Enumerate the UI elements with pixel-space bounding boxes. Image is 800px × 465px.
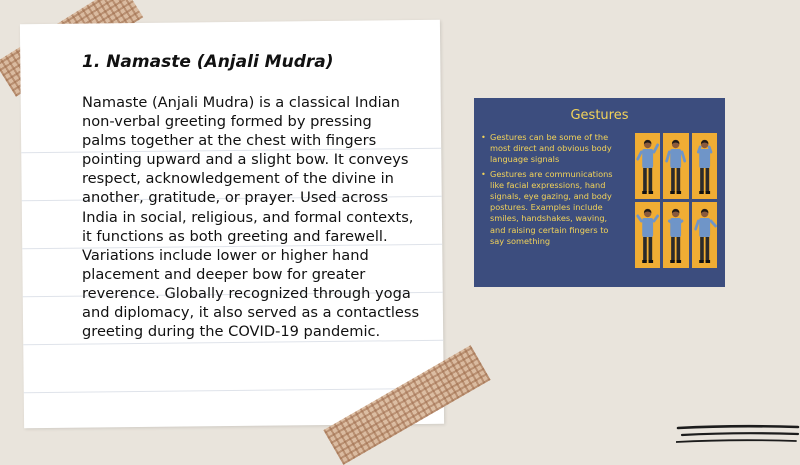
gesture-photo [692, 202, 717, 268]
body-text [82, 93, 427, 341]
body-line: non-verbal greeting formed by pressing [82, 113, 372, 131]
gesture-photo [692, 133, 717, 199]
slide-bullet-list [481, 132, 631, 250]
body-line: another, gratitude, or prayer. Used across [82, 189, 389, 207]
slide-bullet-line: like facial expressions, hand [490, 179, 606, 190]
decorative-brush-lines [676, 420, 800, 446]
gesture-photo-grid [635, 133, 717, 268]
slide-bullet-line: smiles, handshakes, waving, [490, 213, 608, 224]
body-line: reverence. Globally recognized through yoga [82, 284, 411, 302]
body-line: and diplomacy, it also served as a contactless [82, 304, 420, 322]
slide-bullet-line: most direct and obvious body [490, 143, 612, 154]
body-line: it functions as both greeting and farewell. [82, 227, 388, 245]
gesture-photo [663, 202, 688, 268]
paper-rule [24, 388, 444, 393]
slide-bullet-line: • Gestures can be some of the [490, 132, 609, 142]
gestures-slide-image [474, 98, 725, 287]
slide-bullet [481, 132, 631, 166]
body-line: respect, acknowledgement of the divine in [82, 170, 394, 188]
slide-bullet-line: postures. Examples include [490, 202, 603, 213]
slide-bullet [481, 169, 631, 247]
body-line: pointing upward and a slight bow. It conveys [82, 151, 409, 169]
body-line: placement and deeper bow for greater [82, 265, 366, 283]
body-line: palms together at the chest with fingers [82, 132, 377, 150]
slide-bullet-line: signals, eye gazing, and body [490, 191, 612, 202]
gesture-photo [635, 133, 660, 199]
section-heading: 1. Namaste (Anjali Mudra) [82, 52, 334, 72]
gesture-photo [663, 133, 688, 199]
slide-bullet-line: • Gestures are communications [490, 168, 613, 179]
slide-bullet-line: and raising certain fingers to [490, 224, 609, 235]
body-line: India in social, religious, and formal contexts, [82, 208, 414, 226]
body-line: greeting during the COVID-19 pandemic. [82, 323, 381, 341]
slide-bullet-line: say something [490, 235, 551, 246]
slide-title: Gestures [570, 108, 629, 123]
slide-bullet-line: language signals [490, 154, 560, 165]
body-line: Variations include lower or higher hand [82, 246, 369, 264]
gesture-photo [635, 202, 660, 268]
body-line: Namaste (Anjali Mudra) is a classical Indian [82, 94, 400, 111]
